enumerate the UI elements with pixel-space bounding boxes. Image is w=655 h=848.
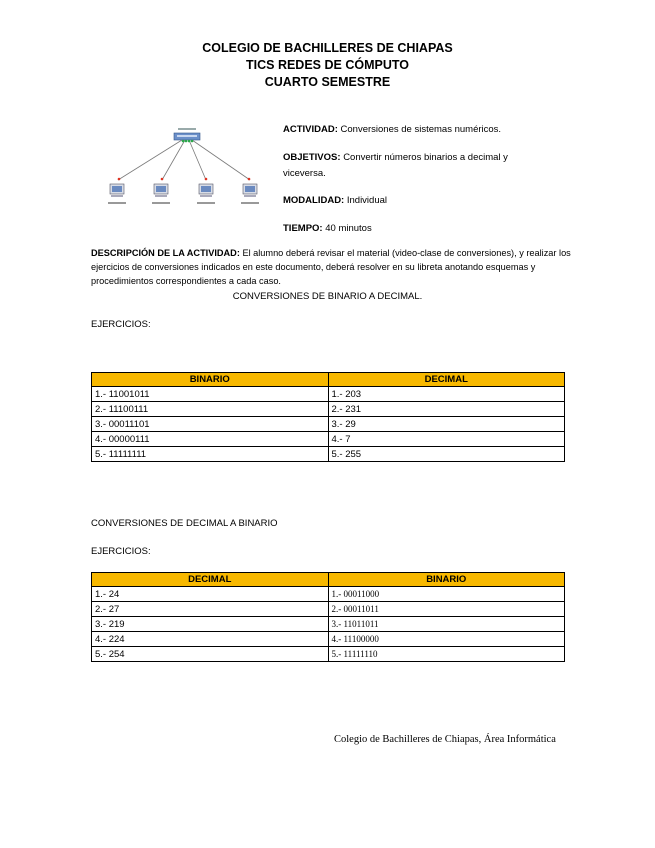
header-subject: TICS REDES DE CÓMPUTO — [246, 58, 409, 72]
table-cell: 3.- 00011101 — [92, 417, 329, 432]
document-header — [0, 40, 655, 91]
table-row — [92, 432, 565, 447]
computer-icon — [241, 184, 259, 204]
table-row — [92, 417, 565, 432]
section1-title: CONVERSIONES DE BINARIO A DECIMAL. — [232, 291, 423, 302]
descripcion-label: DESCRIPCIÓN DE LA ACTIVIDAD: — [91, 248, 240, 258]
switch-icon — [174, 128, 200, 140]
objetivos-label: OBJETIVOS: — [283, 152, 341, 163]
section1-ejercicios: EJERCICIOS: — [91, 319, 151, 330]
descripcion-paragraph — [91, 246, 571, 288]
table-cell: 3.- 11011011 — [328, 617, 565, 632]
actividad-line — [283, 122, 501, 137]
table-cell: 2.- 11100111 — [92, 402, 329, 417]
objetivos-line — [283, 150, 543, 182]
table-row — [92, 602, 565, 617]
table-cell: 2.- 27 — [92, 602, 329, 617]
table-cell: 2.- 231 — [328, 402, 565, 417]
table-row — [92, 632, 565, 647]
table-cell: 4.- 00000111 — [92, 432, 329, 447]
table-row — [92, 617, 565, 632]
table-cell: 1.- 203 — [328, 387, 565, 402]
table-row — [92, 587, 565, 602]
decimal-binario-table — [91, 572, 565, 662]
table-header-row — [92, 573, 565, 587]
actividad-value: Conversiones de sistemas numéricos. — [340, 124, 502, 135]
header-school: COLEGIO DE BACHILLERES DE CHIAPAS — [202, 41, 453, 55]
table-header-cell: DECIMAL — [92, 573, 329, 587]
tiempo-value: 40 minutos — [325, 223, 372, 234]
modalidad-line — [283, 193, 387, 208]
table-cell: 3.- 29 — [328, 417, 565, 432]
section2-title: CONVERSIONES DE DECIMAL A BINARIO — [91, 518, 278, 529]
table-header-cell: DECIMAL — [328, 373, 565, 387]
table-cell: 4.- 11100000 — [328, 632, 565, 647]
tiempo-label: TIEMPO: — [283, 223, 323, 234]
table-header-row — [92, 373, 565, 387]
table-row — [92, 387, 565, 402]
table-cell: 1.- 11001011 — [92, 387, 329, 402]
table-cell: 5.- 255 — [328, 447, 565, 462]
header-semester: CUARTO SEMESTRE — [264, 75, 391, 89]
table-cell: 1.- 24 — [92, 587, 329, 602]
objetivos-value: Convertir números binarios a decimal y viceversa. — [283, 152, 508, 179]
table-cell: 3.- 219 — [92, 617, 329, 632]
computer-icon — [197, 184, 215, 204]
table-cell: 2.- 00011011 — [328, 602, 565, 617]
table-cell: 4.- 224 — [92, 632, 329, 647]
modalidad-label: MODALIDAD: — [283, 195, 345, 206]
computer-icon — [152, 184, 170, 204]
binario-decimal-table — [91, 372, 565, 462]
descripcion-text: El alumno deberá revisar el material (video-clase de conversiones), y realizar los ejercicios de conversiones indicados en este documento, deberá resolver en su libreta anotando esquemas y procedimientos correspondientes a cada caso. — [91, 248, 571, 286]
table-row — [92, 402, 565, 417]
page-footer: Colegio de Bachilleres de Chiapas, Área Informática — [334, 734, 556, 745]
table-header-cell: BINARIO — [92, 373, 329, 387]
table-row — [92, 647, 565, 662]
table-cell: 5.- 11111110 — [328, 647, 565, 662]
table-cell: 1.- 00011000 — [328, 587, 565, 602]
computer-icon — [108, 184, 126, 204]
table-header-cell: BINARIO — [328, 573, 565, 587]
network-diagram-image — [104, 126, 274, 210]
network-links — [118, 140, 250, 180]
table-row — [92, 447, 565, 462]
tiempo-line — [283, 221, 372, 236]
table-cell: 5.- 254 — [92, 647, 329, 662]
modalidad-value: Individual — [346, 195, 387, 206]
section2-ejercicios: EJERCICIOS: — [91, 546, 151, 557]
actividad-label: ACTIVIDAD: — [283, 124, 338, 135]
table-cell: 5.- 11111111 — [92, 447, 329, 462]
table-cell: 4.- 7 — [328, 432, 565, 447]
